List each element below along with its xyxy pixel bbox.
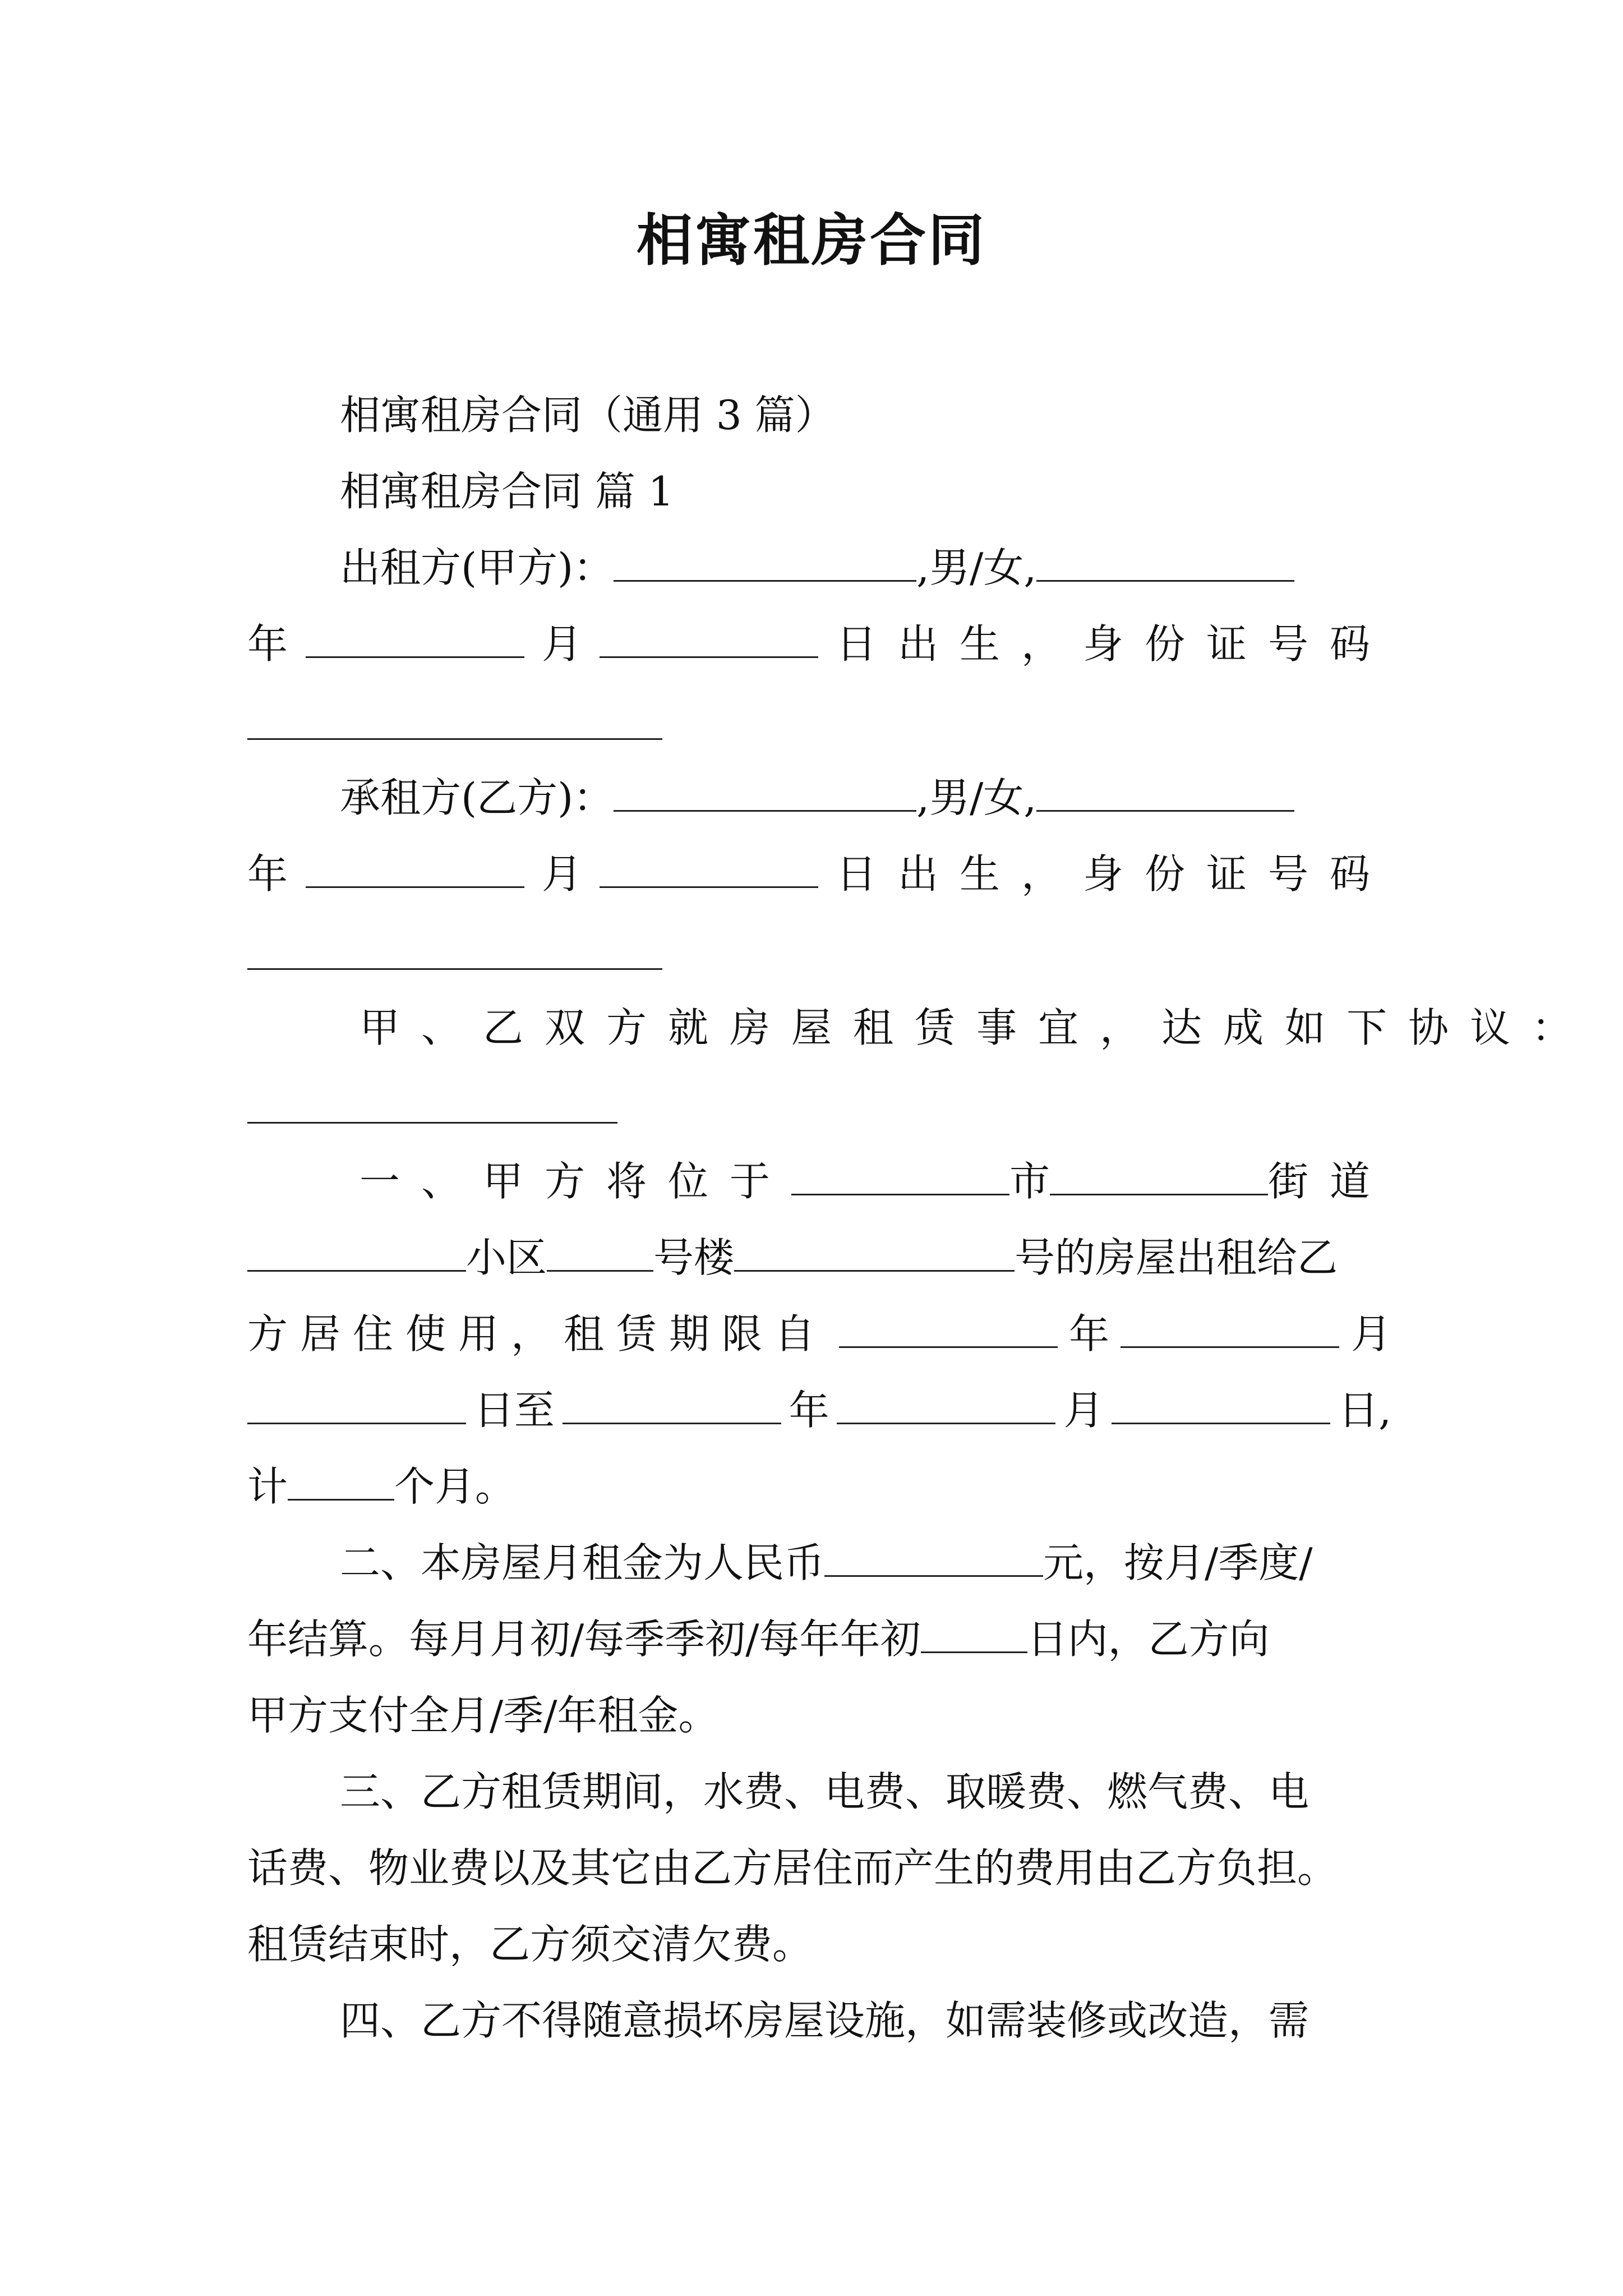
section-text: 相寓租房合同 篇 1 (340, 468, 674, 515)
lessee-gender: ,男/女, (916, 774, 1037, 821)
lessee-line (247, 770, 1391, 826)
clause1-room: 号的房屋出租给乙 (1015, 1234, 1338, 1281)
subtitle-text: 相寓租房合同（通用 3 篇） (340, 392, 836, 439)
birth-month-label-2: 月 (541, 850, 582, 898)
clause1-year2: 年 (789, 1387, 829, 1434)
clause1-end-month-blank (837, 1386, 1055, 1424)
clause3-line2 (247, 1840, 1391, 1896)
clause1-line5 (247, 1458, 1391, 1515)
clause3-line1-text: 三、乙方租赁期间，水费、电费、取暖费、燃气费、电 (340, 1768, 1310, 1815)
clause3-line3-text: 租赁结束时，乙方须交清欠费。 (247, 1921, 813, 1968)
clause1-part1: 一、甲方将位于 (359, 1158, 792, 1205)
birth-day-suffix-2: 日出生，身份证号码 (836, 850, 1391, 898)
clause1-day-to: 日至 (473, 1387, 555, 1434)
clause1-end-year-blank (562, 1386, 781, 1424)
clause1-start-month-blank (1121, 1309, 1339, 1348)
clause1-community: 小区 (466, 1234, 547, 1281)
clause2-line2-b: 日内，乙方向 (1027, 1616, 1270, 1663)
clause2-line2 (247, 1611, 1391, 1667)
clause3-line3 (247, 1916, 1391, 1972)
agreement-intro-text: 甲、乙双方就房屋租赁事宜，达成如下协议： (359, 1004, 1594, 1051)
clause1-year: 年 (1068, 1310, 1109, 1358)
clause4-line1 (247, 1993, 1391, 2049)
birth-day-suffix: 日出生，身份证号码 (836, 620, 1391, 668)
clause1-day-end: 日, (1338, 1387, 1391, 1434)
clause1-line3 (247, 1306, 1391, 1362)
clause1-end-day-blank (1112, 1386, 1330, 1424)
clause1-total-a: 计 (247, 1463, 288, 1510)
clause1-start-day-blank (247, 1386, 466, 1424)
section-line (247, 463, 1391, 519)
clause1-total-b: 个月。 (394, 1463, 516, 1510)
clause3-line2-text: 话费、物业费以及其它由乙方居住而产生的费用由乙方负担。 (247, 1844, 1338, 1892)
clause1-city: 市 (1009, 1158, 1050, 1205)
clause3-line1 (247, 1764, 1391, 1820)
lessor-name-blank (614, 543, 916, 582)
clause1-street-blank (1050, 1157, 1268, 1195)
clause2-rent-blank (824, 1538, 1043, 1577)
lessor-line (247, 540, 1391, 596)
clause1-city-blank (791, 1157, 1009, 1195)
subtitle-line (247, 387, 1391, 443)
lessee-name-blank (614, 773, 916, 812)
lessee-birth-day-blank (600, 849, 818, 888)
document-title: 相寓租房合同 (637, 207, 986, 273)
lessor-id-blank (247, 738, 662, 740)
clause1-line4 (247, 1382, 1391, 1438)
lessee-birth-line (247, 846, 1391, 902)
clause1-month2: 月 (1063, 1387, 1104, 1434)
lessee-birth-year-blank (1036, 773, 1294, 812)
clause1-line1 (247, 1153, 1391, 1209)
clause2-line1-b: 元，按月/季度/ (1043, 1539, 1313, 1586)
clause1-line2 (247, 1230, 1391, 1286)
clause2-line3 (247, 1687, 1391, 1743)
clause1-month: 月 (1350, 1310, 1391, 1358)
lessor-birth-day-blank (600, 619, 818, 658)
clause1-street-name-blank (247, 1233, 466, 1272)
clause1-community-blank (547, 1233, 653, 1272)
clause2-line2-a: 年结算。每月月初/每季季初/每年年初 (247, 1616, 921, 1663)
clause2-days-blank (921, 1614, 1027, 1653)
birth-year-label-2: 年 (247, 850, 288, 898)
agreement-intro-line (247, 1000, 1594, 1056)
clause1-line3-a: 方居住使用，租赁期限自 (247, 1310, 828, 1358)
clause1-months-blank (288, 1462, 394, 1501)
agreement-blank (247, 1122, 617, 1124)
birth-year-label: 年 (247, 620, 288, 668)
clause2-line1 (247, 1535, 1391, 1591)
lessor-label: 出租方(甲方)： (340, 544, 614, 591)
lessee-id-blank (247, 968, 662, 970)
clause2-line3-text: 甲方支付全月/季/年租金。 (247, 1692, 719, 1739)
clause1-street: 街道 (1267, 1158, 1391, 1205)
clause1-building: 号楼 (653, 1234, 735, 1281)
lessor-birth-month-blank (306, 619, 524, 658)
clause2-line1-a: 二、本房屋月租金为人民币 (340, 1539, 825, 1586)
lessor-birth-line (247, 616, 1391, 672)
lessor-gender: ,男/女, (916, 544, 1037, 591)
clause1-building-blank (734, 1233, 1015, 1272)
clause1-start-year-blank (839, 1309, 1058, 1348)
birth-month-label: 月 (541, 620, 582, 668)
lessor-birth-year-blank (1036, 543, 1294, 582)
lessee-label: 承租方(乙方)： (340, 774, 614, 821)
lessee-birth-month-blank (306, 849, 524, 888)
clause4-line1-text: 四、乙方不得随意损坏房屋设施，如需装修或改造，需 (340, 1997, 1310, 2044)
